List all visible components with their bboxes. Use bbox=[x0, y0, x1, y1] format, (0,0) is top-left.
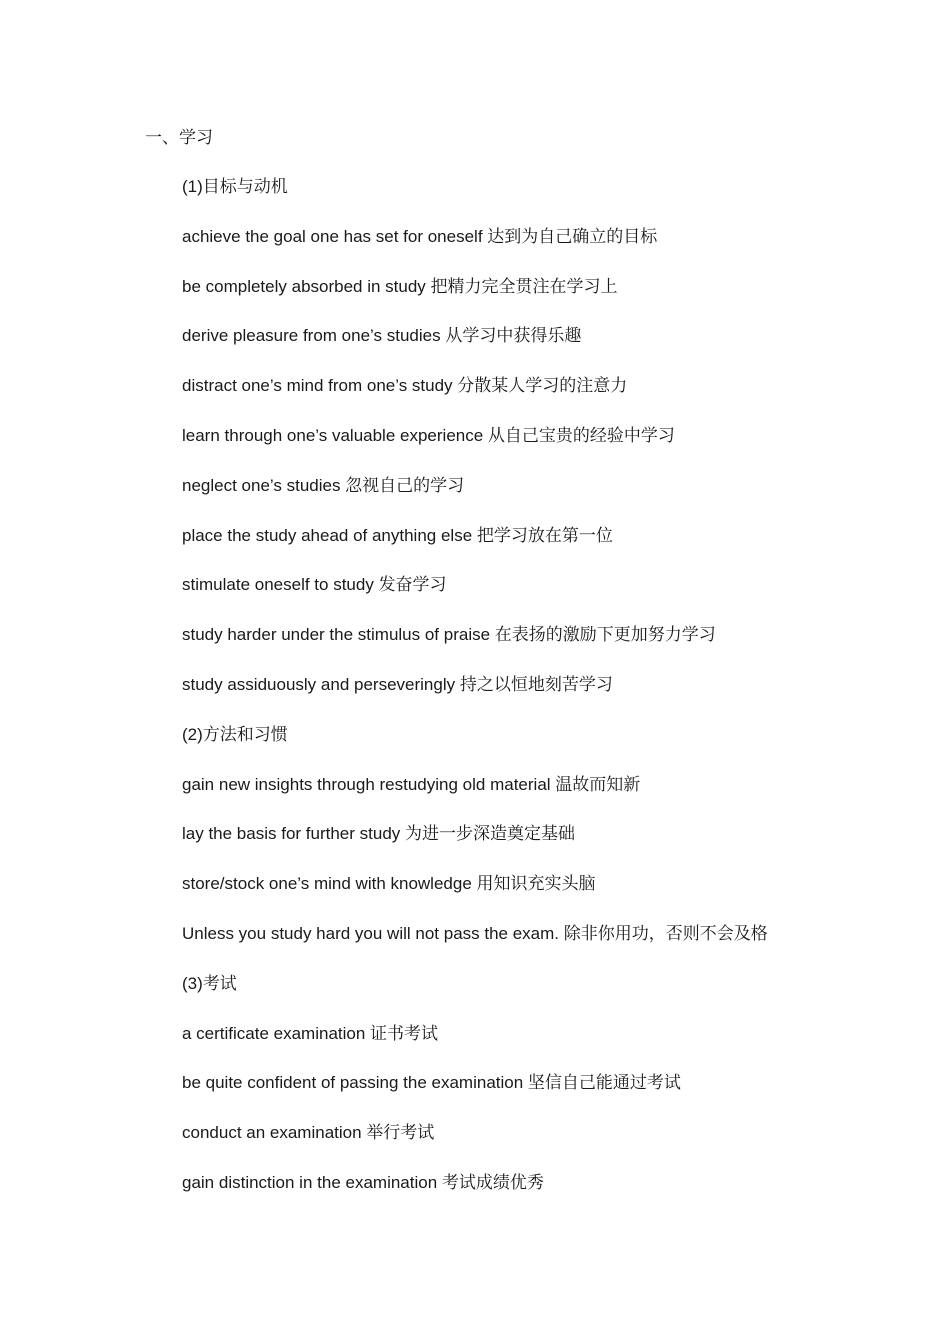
subsection-heading: (2)方法和习惯 bbox=[182, 724, 288, 744]
phrase-line: achieve the goal one has set for oneself 达到为自己确立的目标 bbox=[182, 226, 658, 246]
phrase-line: be quite confident of passing the examination 坚信自己能通过考试 bbox=[182, 1073, 681, 1093]
phrase-list bbox=[182, 175, 768, 1221]
phrase-line: study harder under the stimulus of praise 在表扬的激励下更加努力学习 bbox=[182, 625, 716, 645]
phrase-line: Unless you study hard you will not pass the exam. 除非你用功，否则不会及格 bbox=[182, 923, 768, 943]
phrase-line: a certificate examination 证书考试 bbox=[182, 1023, 439, 1043]
phrase-line: store/stock one’s mind with knowledge 用知识充实头脑 bbox=[182, 874, 596, 894]
section-heading: 一、学习 bbox=[145, 128, 213, 147]
subsection-heading: (3)考试 bbox=[182, 973, 237, 993]
phrase-line: learn through one’s valuable experience 从自己宝贵的经验中学习 bbox=[182, 425, 675, 445]
phrase-line: gain new insights through restudying old material 温故而知新 bbox=[182, 774, 641, 794]
phrase-line: distract one’s mind from one’s study 分散某人学习的注意力 bbox=[182, 376, 628, 396]
subsection-heading: (1)目标与动机 bbox=[182, 177, 288, 196]
phrase-line: stimulate oneself to study 发奋学习 bbox=[182, 575, 447, 595]
phrase-line: be completely absorbed in study 把精力完全贯注在学习上 bbox=[182, 276, 618, 296]
phrase-line: neglect one’s studies 忽视自己的学习 bbox=[182, 475, 465, 495]
phrase-line: derive pleasure from one’s studies 从学习中获得乐趣 bbox=[182, 326, 582, 346]
phrase-line: place the study ahead of anything else 把学习放在第一位 bbox=[182, 525, 613, 545]
phrase-line: study assiduously and perseveringly 持之以恒地刻苦学习 bbox=[182, 674, 613, 694]
phrase-line: conduct an examination 举行考试 bbox=[182, 1123, 435, 1143]
phrase-line: gain distinction in the examination 考试成绩优秀 bbox=[182, 1172, 544, 1192]
phrase-line: lay the basis for further study 为进一步深造奠定基础 bbox=[182, 824, 575, 844]
